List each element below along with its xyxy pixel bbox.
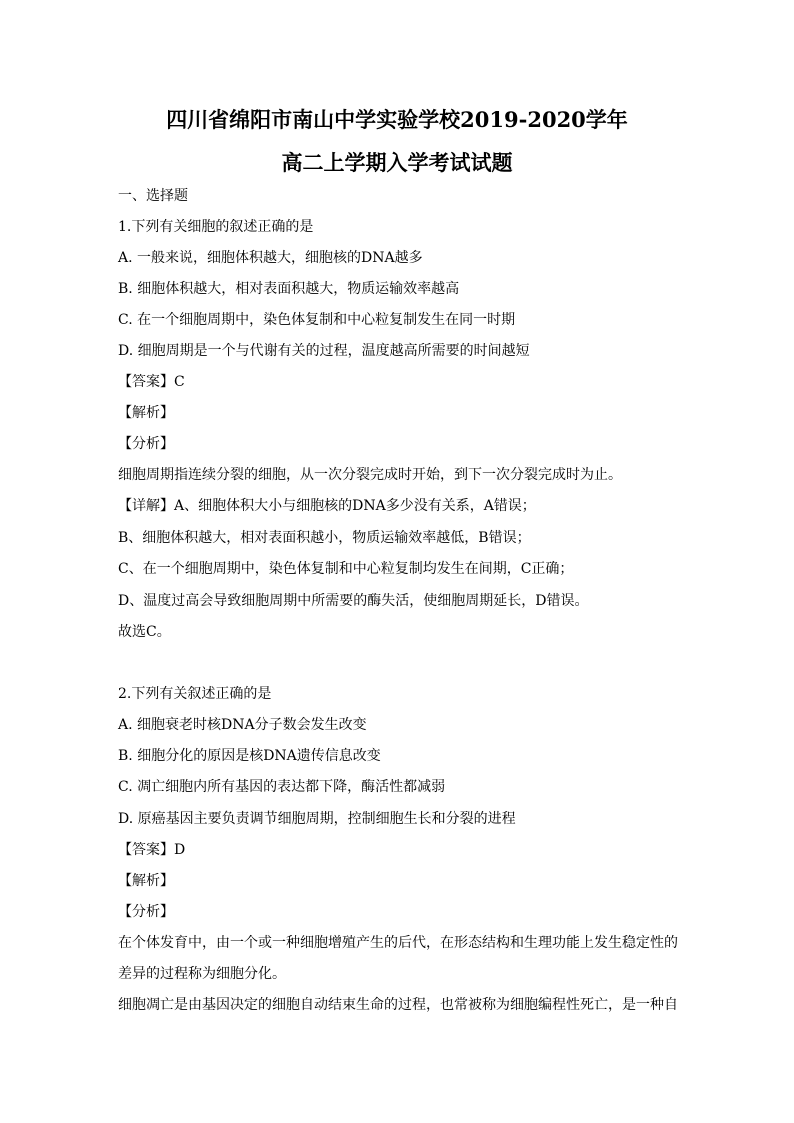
- question-1-detail-a: 【详解】A、细胞体积大小与细胞核的DNA多少没有关系，A错误；: [118, 498, 536, 514]
- question-2-option-a: A. 细胞衰老时核DNA分子数会发生改变: [118, 717, 367, 733]
- question-1-fenxi-label: 【分析】: [118, 436, 174, 452]
- question-1-stem: 1.下列有关细胞的叙述正确的是: [118, 219, 314, 235]
- document-title-line-1: 四川省绵阳市南山中学实验学校2019-2020学年: [166, 107, 628, 132]
- question-1-detail-c: C、在一个细胞周期中，染色体复制和中心粒复制均发生在间期，C正确；: [118, 561, 574, 577]
- question-2-option-b: B. 细胞分化的原因是核DNA遗传信息改变: [118, 748, 381, 764]
- question-2-option-c: C. 凋亡细胞内所有基因的表达都下降，酶活性都减弱: [118, 779, 446, 795]
- question-1-detail-d: D、温度过高会导致细胞周期中所需要的酶失活，使细胞周期延长，D错误。: [118, 593, 589, 609]
- question-2-option-d: D. 原癌基因主要负责调节细胞周期，控制细胞生长和分裂的进程: [118, 811, 516, 827]
- question-1-answer: 【答案】C: [118, 374, 185, 390]
- question-1-detail-b: B、细胞体积越大，相对表面积越小，物质运输效率越低，B错误；: [118, 530, 531, 546]
- question-2-fenxi-label: 【分析】: [118, 904, 174, 920]
- question-1-option-a: A. 一般来说，细胞体积越大，细胞核的DNA越多: [118, 250, 423, 266]
- question-1-conclusion: 故选C。: [118, 624, 171, 640]
- question-2-answer: 【答案】D: [118, 842, 186, 858]
- question-1-fenxi-text: 细胞周期指连续分裂的细胞，从一次分裂完成时开始，到下一次分裂完成时为止。: [118, 467, 622, 483]
- question-2-fenxi-line-1: 在个体发育中，由一个或一种细胞增殖产生的后代，在形态结构和生理功能上发生稳定性的: [118, 935, 678, 951]
- question-2-stem: 2.下列有关叙述正确的是: [118, 686, 272, 702]
- question-2-analysis-label: 【解析】: [118, 873, 174, 889]
- section-heading: 一、选择题: [118, 188, 188, 204]
- question-1-analysis-label: 【解析】: [118, 405, 174, 421]
- question-2-fenxi-line-3: 细胞凋亡是由基因决定的细胞自动结束生命的过程，也常被称为细胞编程性死亡，是一种自: [118, 997, 678, 1013]
- document-title-line-2: 高二上学期入学考试试题: [281, 150, 513, 175]
- question-1-option-b: B. 细胞体积越大，相对表面积越大，物质运输效率越高: [118, 281, 460, 297]
- question-1-option-c: C. 在一个细胞周期中，染色体复制和中心粒复制发生在同一时期: [118, 312, 516, 328]
- question-1-option-d: D. 细胞周期是一个与代谢有关的过程，温度越高所需要的时间越短: [118, 343, 530, 359]
- question-2-fenxi-line-2: 差异的过程称为细胞分化。: [118, 966, 286, 982]
